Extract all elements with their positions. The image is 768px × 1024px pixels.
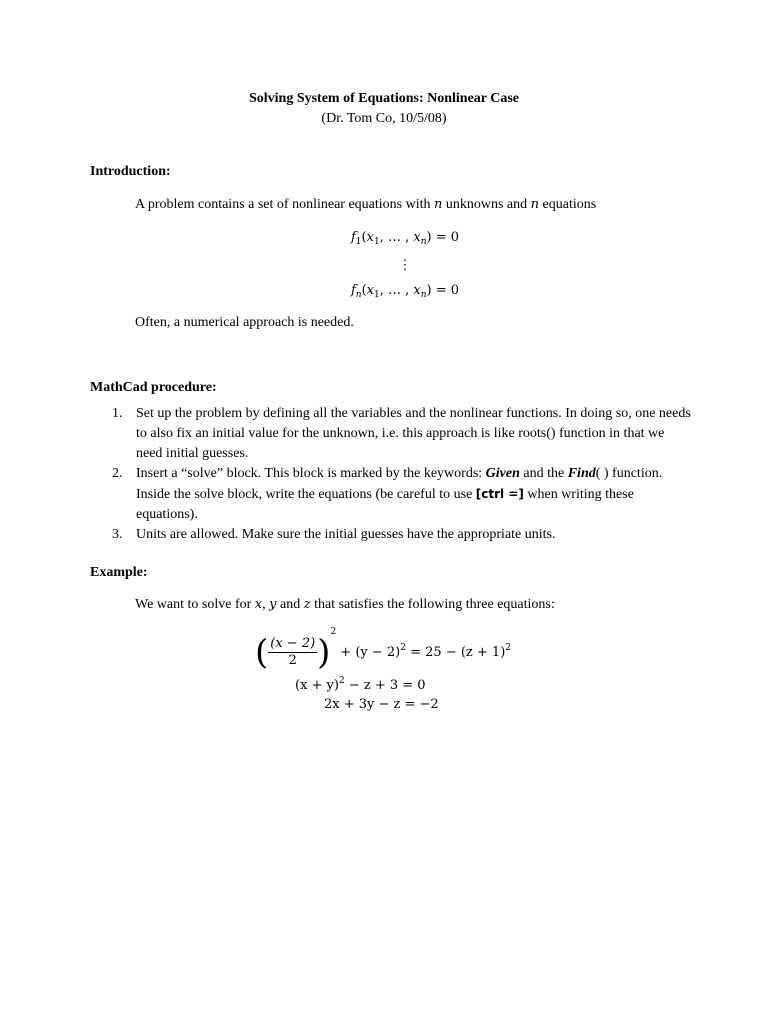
introduction-sentence: A problem contains a set of nonlinear equations with n unknowns and n equations [135, 197, 597, 212]
document-byline: (Dr. Tom Co, 10/5/08) [321, 111, 447, 126]
procedure-step: 3. Units are allowed. Make sure the initial guesses have the appropriate units. [112, 527, 556, 542]
ctrl-equals-shortcut: [ctrl =] [475, 487, 524, 501]
procedure-step: 2. Insert a “solve” block. This block is marked by the keywords: Given and the Find( ) function. Inside the solve block, write the equations (be careful to use [ctrl =] when writing these equations). [112, 466, 663, 522]
example-equation-3: 2x + 3y − z = −2 [324, 697, 439, 712]
example-equation-1: ( $\frac{(x - 2)}{2}$ )$^2 + (y - 2)^2 = 25 - (z + 1)^2$ [255, 627, 511, 673]
n-variable: n [434, 197, 443, 212]
equation-fn: $f_n(x_1$, … , $x_n) = 0$ [350, 283, 460, 300]
find-keyword: Find [567, 466, 596, 481]
example-heading: Example: [90, 565, 148, 580]
fraction: $\frac{(x - 2)}{2}$ [270, 636, 316, 668]
equation-f1: $f_1(x_1$, … , $x_n) = 0$ [350, 230, 459, 247]
given-keyword: Given [485, 466, 520, 481]
vertical-ellipsis: ⋮ [398, 258, 412, 273]
procedure-step: 1. Set up the problem by defining all the variables and the nonlinear functions. In doing so, one needs to also fix an initial value for the unknown, i.e. this approach is like roots() function in that we need initial guesses. [112, 406, 691, 461]
introduction-heading: Introduction: [90, 164, 171, 179]
example-sentence: We want to solve for x, y and z that satisfies the following three equations: [135, 597, 555, 612]
n-variable: n [530, 197, 540, 212]
procedure-steps [112, 404, 692, 545]
introduction-closing: Often, a numerical approach is needed. [135, 315, 354, 330]
procedure-heading: MathCad procedure: [90, 380, 217, 395]
document-title: Solving System of Equations: Nonlinear Case [248, 91, 520, 106]
example-equation-2: $(x + y)^2 - z + 3 = 0$ [295, 676, 426, 693]
